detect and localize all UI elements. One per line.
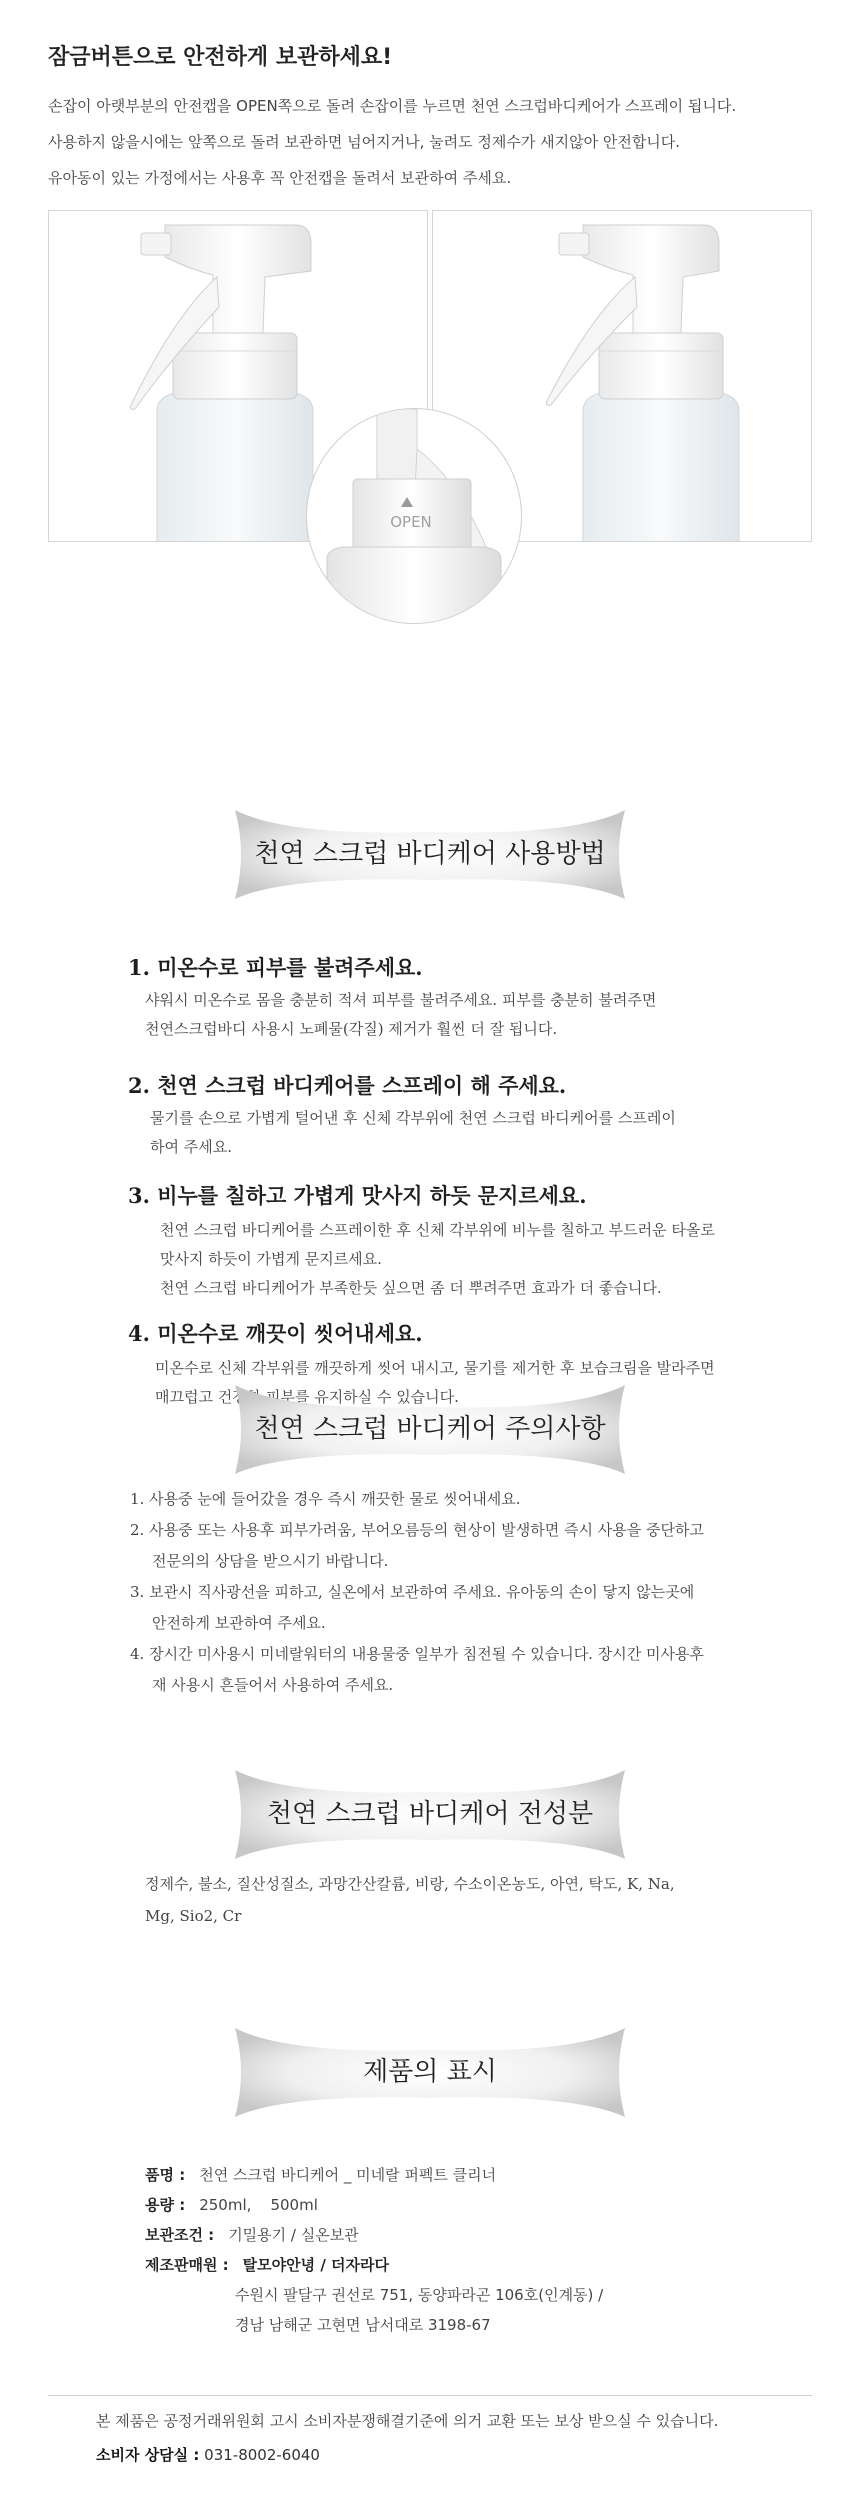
usage-section-banner <box>205 802 655 907</box>
product-maker-value: 탈모야안녕 / 더자라다 <box>242 2256 390 2274</box>
ingredients-section-title: 천연 스크럽 바디케어 전성분 <box>266 1799 594 1829</box>
safety-cap-zoom <box>306 408 522 624</box>
product-maker-row <box>145 2250 795 2280</box>
product-volume-value: 250ml, 500ml <box>199 2196 318 2214</box>
usage-step-line: 맛사지 하듯이 가볍게 문지르세요. <box>160 1250 382 1268</box>
product-info-section-title: 제품의 표시 <box>363 2057 497 2087</box>
caution-item-text: 3. 보관시 직사광선을 피하고, 실온에서 보관하여 주세요. 유아동의 손이 닿지 않는곳에 <box>130 1583 695 1601</box>
usage-step-title: 4. 미온수로 깨끗이 씻어내세요. <box>128 1321 423 1346</box>
lock-description-line: 사용하지 않을시에는 앞쪽으로 돌려 보관하면 넘어지거나, 눌려도 정제수가 새지않아 안전합니다. <box>48 133 681 151</box>
list-item <box>130 1577 810 1639</box>
caution-item-text: 4. 장시간 미사용시 미네랄워터의 내용물중 일부가 침전될 수 있습니다. 장시간 미사용후 <box>130 1645 704 1663</box>
product-volume-row <box>145 2190 795 2220</box>
usage-step-body <box>160 1216 715 1303</box>
usage-step-title: 1. 미온수로 피부를 불려주세요. <box>128 955 423 980</box>
list-item <box>130 1515 810 1577</box>
usage-step-title: 3. 비누를 칠하고 가볍게 맛사지 하듯 문지르세요. <box>128 1183 587 1208</box>
usage-step-body <box>145 986 656 1044</box>
usage-step-line: 천연 스크럽 바디케어가 부족한듯 싶으면 좀 더 뿌려주면 효과가 더 좋습니다. <box>160 1279 662 1297</box>
usage-step-line: 물기를 손으로 가볍게 털어낸 후 신체 각부위에 천연 스크럽 바디케어를 스프레이 <box>150 1109 676 1127</box>
product-name-row <box>145 2160 795 2190</box>
product-volume-key: 용량 : <box>145 2196 186 2214</box>
lock-description-line: 유아동이 있는 가정에서는 사용후 꼭 안전캡을 돌려서 보관하여 주세요. <box>48 169 512 187</box>
address-line: 경남 남해군 고현면 남서대로 3198-67 <box>235 2316 491 2334</box>
usage-step-line: 미온수로 신체 각부위를 깨끗하게 씻어 내시고, 물기를 제거한 후 보습크림을 발라주면 <box>155 1359 715 1377</box>
usage-step-body <box>150 1104 676 1162</box>
lock-description-line: 손잡이 아랫부분의 안전캡을 OPEN쪽으로 돌려 손잡이를 누르면 천연 스크럽바디케어가 스프레이 됩니다. <box>48 97 737 115</box>
footer-notice: 본 제품은 공정거래위원회 고시 소비자분쟁해결기준에 의거 교환 또는 보상 받으실 수 있습니다. <box>96 2412 719 2430</box>
footer-divider <box>48 2395 812 2396</box>
product-storage-row <box>145 2220 795 2250</box>
usage-step-line: 천연스크럽바디 사용시 노폐물(각질) 제거가 훨씬 더 잘 됩니다. <box>145 1020 558 1038</box>
open-label: OPEN <box>390 513 432 531</box>
ingredients-line: 정제수, 불소, 질산성질소, 과망간산칼륨, 비랑, 수소이온농도, 아연, 탁도, K, Na, <box>145 1875 675 1893</box>
product-name-value: 천연 스크럽 바디케어 _ 미네랄 퍼펙트 클리너 <box>199 2166 497 2184</box>
product-storage-key: 보관조건 : <box>145 2226 215 2244</box>
ingredients-list <box>145 1868 745 1932</box>
caution-section-title: 천연 스크럽 바디케어 주의사항 <box>254 1414 606 1444</box>
usage-step-line: 하여 주세요. <box>150 1138 232 1156</box>
caution-list <box>130 1484 810 1701</box>
usage-step-line: 샤워시 미온수로 몸을 충분히 적셔 피부를 불려주세요. 피부를 충분히 불려주면 <box>145 991 657 1009</box>
ingredients-line: Mg, Sio2, Cr <box>145 1907 242 1925</box>
product-info-section-banner <box>205 2020 655 2125</box>
caution-item-text: 1. 사용중 눈에 들어갔을 경우 즉시 깨끗한 물로 씻어내세요. <box>130 1490 521 1508</box>
product-name-key: 품명 : <box>145 2166 186 2184</box>
ingredients-section-banner <box>205 1762 655 1867</box>
caution-item-continuation: 안전하게 보관하여 주세요. <box>152 1614 326 1632</box>
lock-section-title: 잠금버튼으로 안전하게 보관하세요! <box>48 45 393 70</box>
usage-step-line: 매끄럽고 건강한 피부를 유지하실 수 있습니다. <box>155 1388 459 1406</box>
contact-phone: 031-8002-6040 <box>204 2446 320 2464</box>
product-maker-key: 제조판매원 : <box>145 2256 229 2274</box>
address-line: 수원시 팔달구 권선로 751, 동양파라곤 106호(인계동) / <box>235 2286 604 2304</box>
product-maker-address <box>145 2280 795 2340</box>
product-info-block <box>145 2160 795 2340</box>
contact-label: 소비자 상담실 : <box>96 2446 200 2464</box>
caution-item-text: 2. 사용중 또는 사용후 피부가려움, 부어오름등의 현상이 발생하면 즉시 사용을 중단하고 <box>130 1521 704 1539</box>
caution-item-continuation: 전문의의 상담을 받으시기 바랍니다. <box>152 1552 389 1570</box>
usage-step-title: 2. 천연 스크럽 바디케어를 스프레이 해 주세요. <box>128 1073 567 1098</box>
product-storage-value: 기밀용기 / 실온보관 <box>228 2226 359 2244</box>
caution-section-banner <box>205 1377 655 1482</box>
usage-step-line: 천연 스크럽 바디케어를 스프레이한 후 신체 각부위에 비누를 칠하고 부드러운 타올로 <box>160 1221 715 1239</box>
lock-section-description <box>48 88 736 196</box>
caution-item-continuation: 재 사용시 흔들어서 사용하여 주세요. <box>152 1676 394 1694</box>
list-item <box>130 1639 810 1701</box>
list-item <box>130 1484 810 1515</box>
usage-section-title: 천연 스크럽 바디케어 사용방법 <box>254 839 606 869</box>
footer-contact <box>96 2444 320 2465</box>
